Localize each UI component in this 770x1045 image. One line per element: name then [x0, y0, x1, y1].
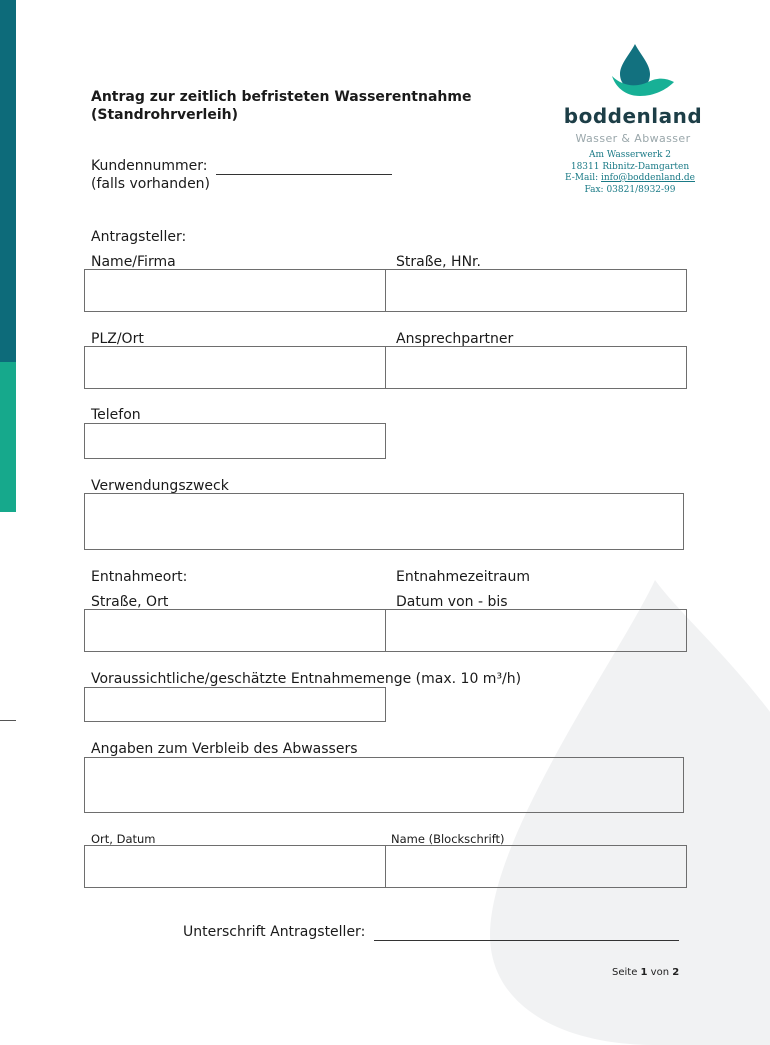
withdrawal-place-label: Entnahmeort: — [91, 569, 188, 585]
side-bar-light — [0, 362, 16, 512]
street-number-field[interactable] — [385, 269, 687, 312]
title-line-1: Antrag zur zeitlich befristeten Wasserentnahme — [91, 89, 472, 105]
purpose-label: Verwendungszweck — [91, 478, 229, 494]
withdrawal-period-label: Entnahmezeitraum — [396, 569, 530, 585]
signature-row — [183, 924, 679, 941]
street-number-label: Straße, HNr. — [396, 254, 481, 270]
zip-city-field[interactable] — [84, 346, 386, 389]
purpose-field[interactable] — [84, 493, 684, 550]
fold-mark — [0, 720, 16, 721]
address-street: Am Wasserwerk 2 — [589, 150, 671, 160]
page-prefix: Seite — [612, 967, 641, 978]
withdrawal-amount-field[interactable] — [84, 687, 386, 722]
address-fax: Fax: 03821/8932-99 — [584, 184, 676, 195]
zip-city-label: PLZ/Ort — [91, 331, 144, 347]
water-drop-icon — [608, 42, 678, 98]
phone-label: Telefon — [91, 407, 141, 423]
contact-person-field[interactable] — [385, 346, 687, 389]
brand-name: boddenland — [563, 104, 703, 128]
page-total: 2 — [672, 967, 680, 978]
brand-tagline: Wasser & Abwasser — [575, 132, 691, 145]
customer-number-row — [91, 158, 392, 175]
wastewater-label: Angaben zum Verbleib des Abwassers — [91, 741, 358, 757]
phone-field[interactable] — [84, 423, 386, 459]
block-name-label: Name (Blockschrift) — [391, 832, 505, 846]
block-name-field[interactable] — [385, 845, 687, 888]
applicant-section-label: Antragsteller: — [91, 229, 187, 245]
address-email — [550, 173, 710, 185]
title-line-2: (Standrohrverleih) — [91, 107, 238, 123]
page-current: 1 — [640, 967, 648, 978]
street-city-field[interactable] — [84, 609, 386, 652]
date-range-label: Datum von - bis — [396, 594, 508, 610]
wastewater-field[interactable] — [84, 757, 684, 813]
street-city-label: Straße, Ort — [91, 594, 169, 610]
customer-number-label: Kundennummer: — [91, 158, 208, 174]
date-range-field[interactable] — [385, 609, 687, 652]
withdrawal-amount-label: Voraussichtliche/geschätzte Entnahmemenge (max. 10 m³/h) — [91, 671, 522, 687]
page-number — [612, 967, 679, 978]
signature-label: Unterschrift Antragsteller: — [183, 924, 366, 940]
customer-number-field[interactable] — [216, 160, 392, 175]
email-prefix: E-Mail: — [564, 173, 601, 183]
address-city: 18311 Ribnitz-Damgarten — [570, 161, 690, 172]
signature-line[interactable] — [374, 926, 679, 941]
name-company-label: Name/Firma — [91, 254, 176, 270]
contact-person-label: Ansprechpartner — [396, 331, 514, 347]
side-bar-dark — [0, 0, 16, 362]
place-date-label: Ort, Datum — [91, 832, 156, 846]
company-address — [550, 150, 710, 196]
page-title — [91, 88, 471, 124]
place-date-field[interactable] — [84, 845, 386, 888]
email-link[interactable]: info@boddenland.de — [601, 173, 695, 183]
name-company-field[interactable] — [84, 269, 386, 312]
customer-number-note: (falls vorhanden) — [91, 176, 211, 192]
page-mid: von — [647, 967, 673, 978]
